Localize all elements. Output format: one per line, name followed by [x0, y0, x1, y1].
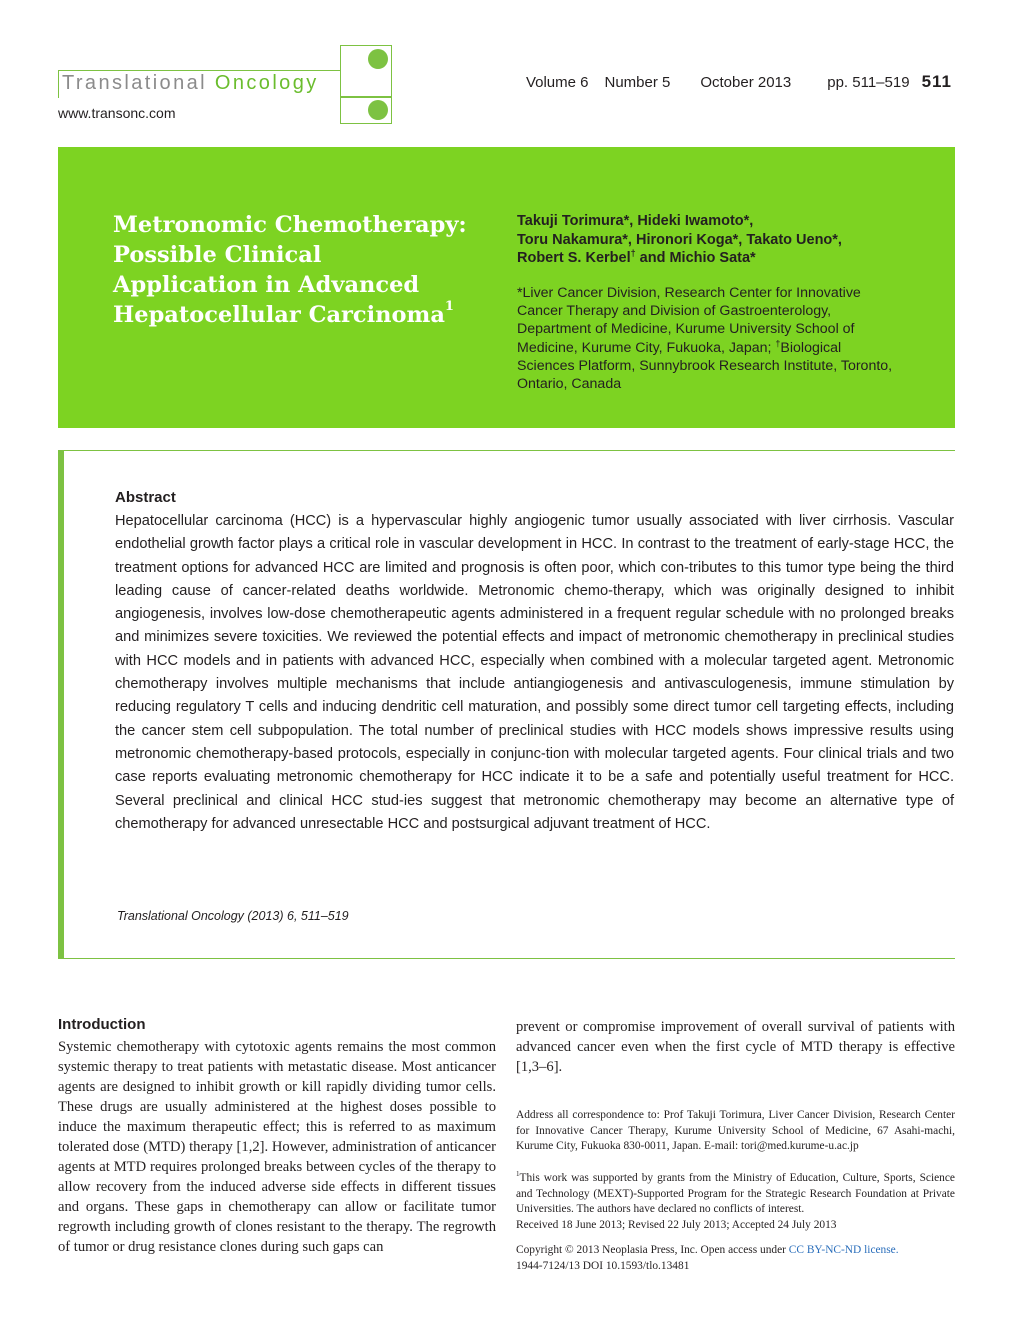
- issue-date: October 2013: [700, 74, 792, 91]
- received-dates: Received 18 June 2013; Revised 22 July 2013; Accepted 24 July 2013: [516, 1219, 837, 1231]
- author-name: and Michio Sata*: [635, 250, 756, 266]
- article-title-text: Metronomic Chemotherapy: Possible Clinical Application in Advanced Hepatocellular Carcinoma: [113, 212, 467, 328]
- body-paragraph: Systemic chemotherapy with cytotoxic agents remains the most common systemic therapy to treat patients with metastatic disease. Most anticancer agents are designed to inhibit growth or kill rapidly dividing tumor cells. These drugs are usually administered at the highest doses possible to induce the maximum therapeutic effect; this is referred to as maximum tolerated dose (MTD) therapy [1,2]. However, administration of anticancer agents at MTD requires prolonged breaks between cycles of the therapy to allow recovery from the induced adverse side effects in different tissues and organs. These gaps in chemotherapy can allow or facilitate tumor regrowth including growth of clones resistant to the therapy. The regrowth of tumor or drug resistance clones during such gaps can: [58, 1039, 496, 1255]
- page-range: pp. 511–519: [827, 74, 910, 91]
- affiliations: [517, 284, 897, 393]
- volume: Volume 6: [525, 74, 589, 91]
- article-title: [113, 210, 473, 330]
- authors-line: [517, 249, 927, 268]
- citation: Translational Oncology (2013) 6, 511–519: [117, 909, 349, 923]
- doi-line[interactable]: 1944-7124/13 DOI 10.1593/tlo.13481: [516, 1260, 690, 1272]
- authors-line: Takuji Torimura*, Hideki Iwamoto*,: [517, 213, 754, 229]
- divider: [64, 958, 955, 959]
- author-name: Robert S. Kerbel: [517, 250, 631, 266]
- copyright-line: [516, 1243, 955, 1259]
- section-heading: Introduction: [58, 1016, 146, 1033]
- footnote-mark: 1: [516, 1170, 520, 1179]
- page-number: 511: [921, 72, 952, 91]
- license-link[interactable]: CC BY-NC-ND license.: [788, 1244, 899, 1256]
- body-paragraph: prevent or compromise improvement of overall survival of patients with advanced cancer even when the first cycle of MTD therapy is effective [1,3–6].: [516, 1019, 955, 1075]
- issue-number: Number 5: [604, 74, 671, 91]
- logo-dot-icon: [368, 100, 388, 120]
- divider: [64, 450, 955, 451]
- dagger-mark: †: [630, 248, 636, 259]
- funding-note: [516, 1171, 955, 1218]
- dagger-mark: †: [775, 337, 781, 348]
- authors-line: Toru Nakamura*, Hironori Koga*, Takato Ueno*,: [517, 231, 842, 248]
- abstract-heading: Abstract: [115, 489, 176, 506]
- correspondence-note: Address all correspondence to: Prof Takuji Torimura, Liver Cancer Division, Research Center for Innovative Cancer Therapy, Kurume University School of Medicine, 67 Asahi-machi, Kurume City, Fukuoka 830-0011, Japan. E-mail: tori@med.kurume-u.ac.jp: [516, 1109, 955, 1153]
- copyright-text: Copyright © 2013 Neoplasia Press, Inc. Open access under: [516, 1244, 789, 1256]
- journal-name: [62, 72, 319, 95]
- logo-dot-icon: [368, 49, 388, 69]
- author-list: [517, 212, 927, 268]
- abstract-text: Hepatocellular carcinoma (HCC) is a hypervascular highly angiogenic tumor usually associated with liver cirrhosis. Vascular endothelial growth factor plays a critical role in vascular development in HCC. In contrast to the treatment of early-stage HCC, the treatment options for advanced HCC are limited and prognosis is often poor, which con-tributes to this tumor type being the third leading cause of cancer-related deaths worldwide. Metronomic chemo-therapy, which was originally designed to inhibit angiogenesis, involves low-dose chemotherapeutic agents administered in a frequent regular schedule with no prolonged breaks and minimizes severe toxicities. We reviewed the potential effects and impact of metronomic chemotherapy in preclinical studies with HCC models and in patients with advanced HCC, especially when combined with a molecular targeted agent. Metronomic chemotherapy involves multiple mechanisms that include antiangiogenesis and antivasculogenesis, immune stimulation by reducing regulatory T cells and inducing dendritic cell maturation, and possibly some direct tumor cell targeting effects, including the cancer stem cell subpopulation. The total number of preclinical studies with HCC models shows impressive results using metronomic chemotherapy-based protocols, especially in conjunc-tion with molecular targeted agents. Four clinical trials and two case reports evaluating metronomic chemotherapy for HCC indicate it to be a safe and potentially useful treatment for HCC. Several preclinical and clinical HCC stud-ies suggest that metronomic chemotherapy may become an alternative type of chemotherapy for advanced unresectable HCC and postsurgical adjuvant treatment of HCC.: [115, 513, 954, 832]
- title-footnote-mark[interactable]: 1: [444, 299, 454, 314]
- journal-url[interactable]: www.transonc.com: [58, 105, 176, 121]
- affiliation-text: Biological Sciences Platform, Sunnybrook Research Institute, Toronto, Ontario, Canada: [517, 339, 893, 393]
- funding-text: This work was supported by grants from the Ministry of Education, Culture, Sports, Science and Technology (MEXT)-Supported Program for the Strategic Research Foundation at Private Universities. The authors have declared no conflicts of interest.: [516, 1172, 955, 1216]
- journal-name-part1: Translational: [62, 72, 215, 94]
- affiliation-text: *Liver Cancer Division, Research Center for Innovative Cancer Therapy and Division of Gastroenterology, Department of Medicine, Kurume University School of Medicine, Kurume City, Fukuoka, Japan;: [517, 285, 861, 356]
- journal-name-part2: Oncology: [214, 72, 319, 94]
- issue-info: [526, 72, 952, 92]
